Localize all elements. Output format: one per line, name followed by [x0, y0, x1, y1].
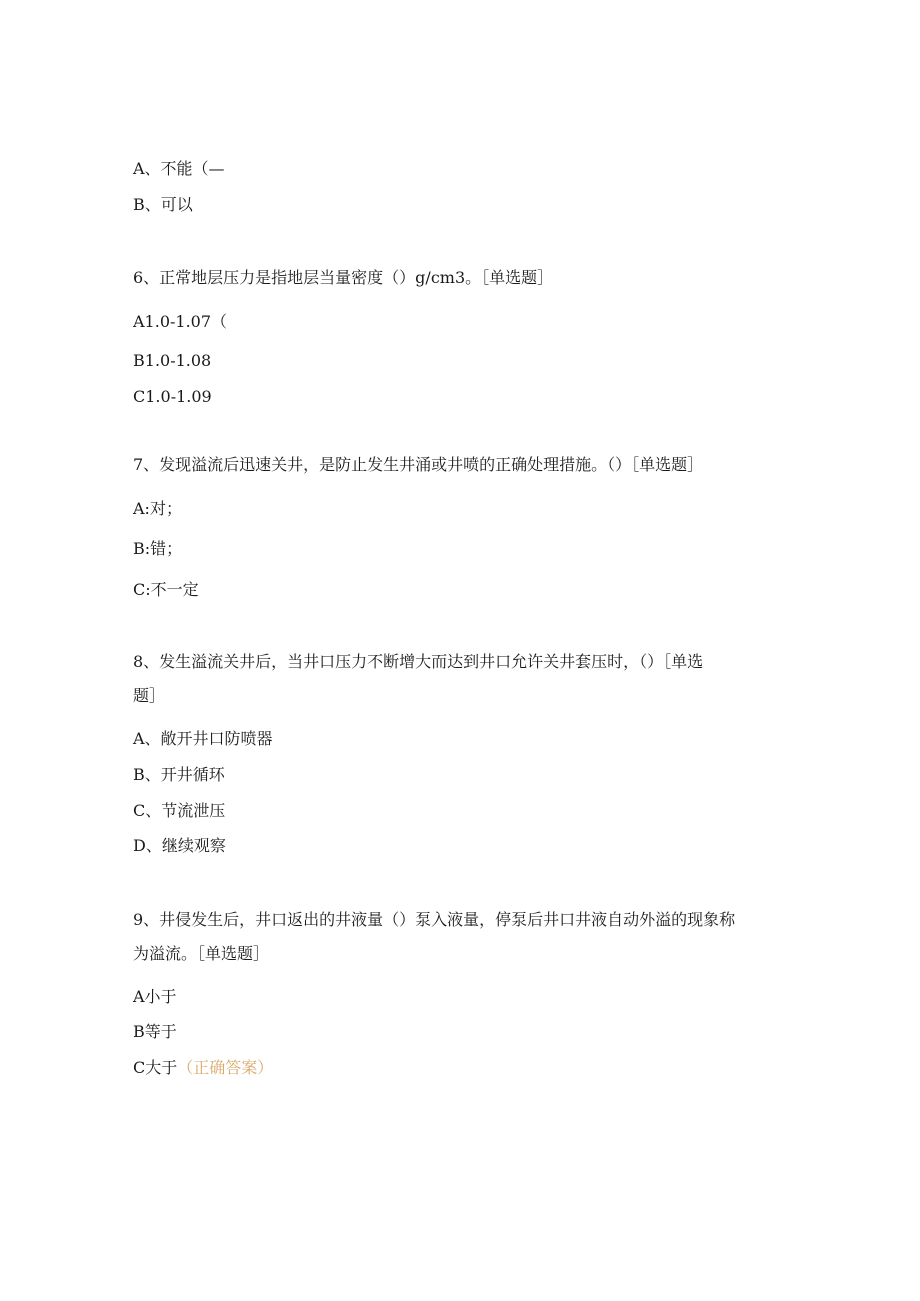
q7-option-b: B:错；: [133, 539, 183, 558]
q5-option-b: B、可以: [133, 195, 193, 214]
q6-option-c: C1.0-1.09: [133, 387, 212, 406]
q9-option-c-row: [133, 1058, 273, 1078]
q9-option-a: A小于: [133, 987, 177, 1006]
q6-option-b: B1.0-1.08: [133, 351, 212, 370]
q8-option-d: D、继续观察: [133, 836, 226, 855]
q5-option-a: A、不能（—: [133, 159, 225, 178]
q9-question-line2: 为溢流。［单选题］: [133, 944, 270, 963]
q7-question: 7、发现溢流后迅速关井，是防止发生井涌或井喷的正确处理措施。（）［单选题］: [133, 455, 704, 474]
q8-question-line1: 8、发生溢流关井后，当井口压力不断增大而达到井口允许关井套压时，（）［单选: [133, 652, 704, 671]
q9-question-line1: 9、井侵发生后，井口返出的井液量（）泵入液量，停泵后井口井液自动外溢的现象称: [133, 910, 736, 929]
correct-answer-tag: （正确答案）: [177, 1058, 274, 1077]
q7-option-a: A:对；: [133, 499, 182, 518]
q8-option-c: C、节流泄压: [133, 801, 226, 820]
q9-option-b: B等于: [133, 1022, 177, 1041]
q8-question-line2: 题］: [133, 686, 166, 705]
q6-option-a: A1.0-1.07（: [133, 312, 228, 331]
q7-option-c: C:不一定: [133, 580, 199, 599]
q8-option-a: A、敞开井口防喷器: [133, 729, 273, 748]
q6-question: 6、正常地层压力是指地层当量密度（）g/cm3。［单选题］: [133, 268, 554, 287]
q8-option-b: B、开井循环: [133, 765, 225, 784]
q9-option-c: C大于: [133, 1058, 178, 1077]
